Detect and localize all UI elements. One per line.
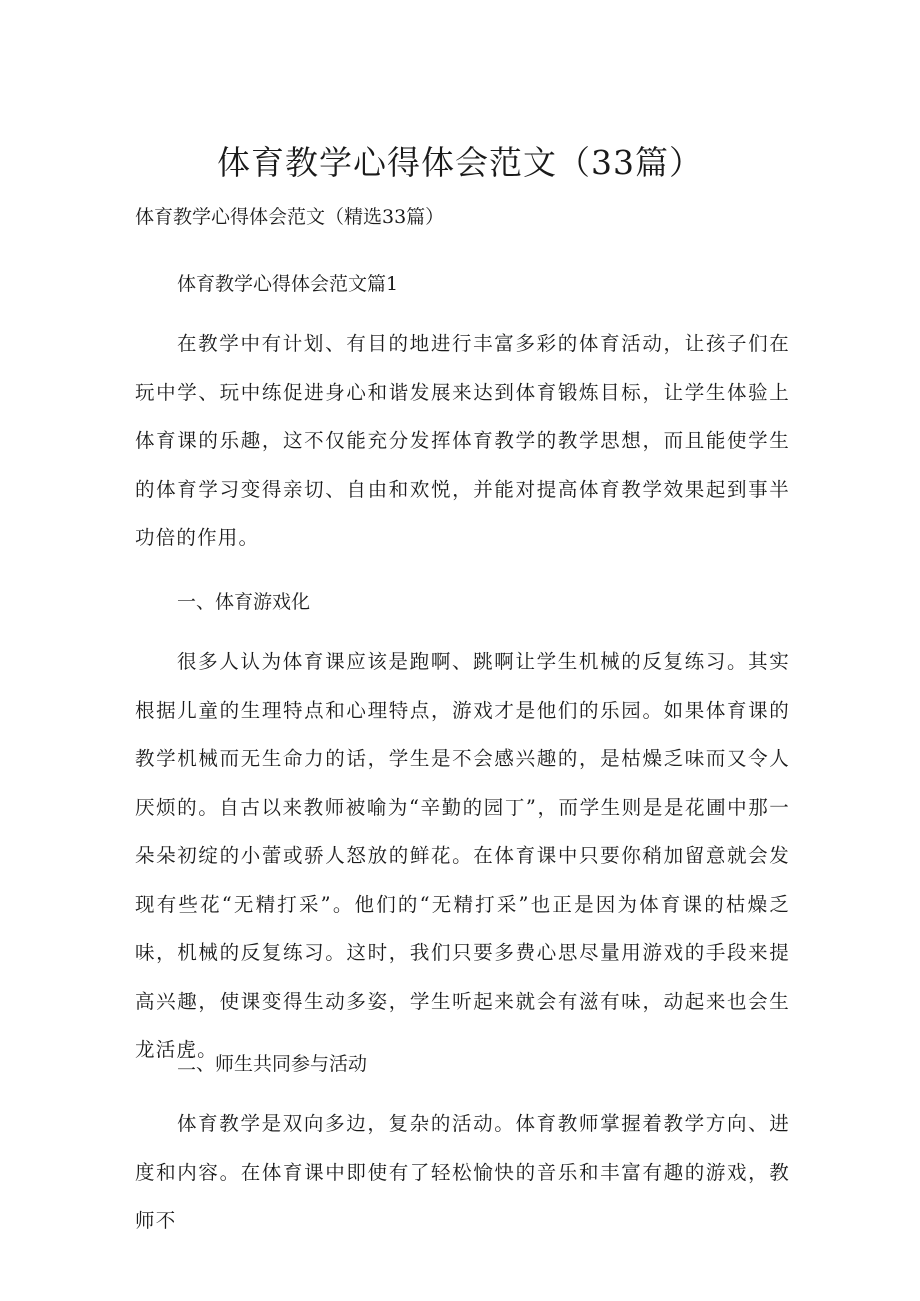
heading-sports-games: 一、体育游戏化 — [177, 591, 311, 613]
section-heading: 体育教学心得体会范文篇1 — [177, 273, 399, 295]
paragraph-sports-games: 很多人认为体育课应该是跑啊、跳啊让学生机械的反复练习。其实根据儿童的生理特点和心理特点，游戏才是他们的乐园。如果体育课的教学机械而无生命力的话，学生是不会感兴趣的，是枯燥乏味而又令人厌烦的。自古以来教师被喻为“辛勤的园丁”，而学生则是是花圃中那一朵朵初绽的小蕾或骄人怒放的鲜花。在体育课中只要你稍加留意就会发现有些花“无精打采”。他们的“无精打采”也正是因为体育课的枯燥乏味，机械的反复练习。这时，我们只要多费心思尽量用游戏的手段来提高兴趣，使课变得生动多姿，学生听起来就会有滋有味，动起来也会生龙活虎。 — [135, 650, 790, 1061]
heading-teacher-student: 二、师生共同参与活动 — [177, 1053, 368, 1075]
document-title: 体育教学心得体会范文（33篇） — [217, 143, 703, 182]
document-subtitle: 体育教学心得体会范文（精选33篇） — [135, 206, 445, 228]
paragraph-teacher-student: 体育教学是双向多边，复杂的活动。体育教师掌握着教学方向、进度和内容。在体育课中即使有了轻松愉快的音乐和丰富有趣的游戏，教师不 — [135, 1112, 790, 1232]
paragraph-intro: 在教学中有计划、有目的地进行丰富多彩的体育活动，让孩子们在玩中学、玩中练促进身心和谐发展来达到体育锻炼目标，让学生体验上体育课的乐趣，这不仅能充分发挥体育教学的教学思想，而且能使学生的体育学习变得亲切、自由和欢悦，并能对提高体育教学效果起到事半功倍的作用。 — [135, 332, 790, 549]
